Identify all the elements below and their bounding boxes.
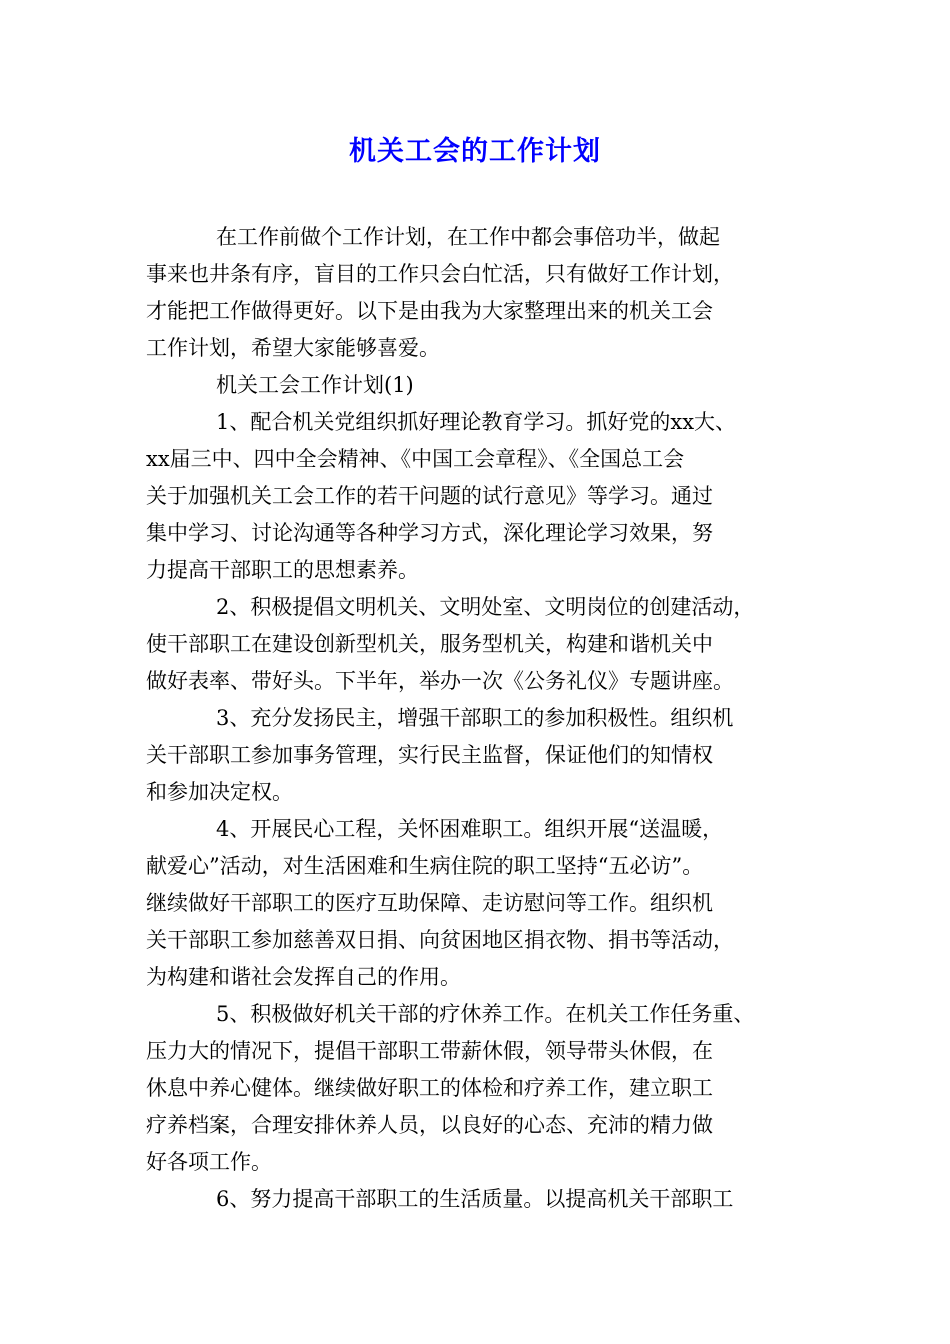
text-line: 力提高干部职工的思想素养。 [146,558,419,582]
paragraph-item-1 [146,404,822,589]
text-line: 关于加强机关工会工作的若干问题的试行意见》等学习。通过 [146,484,713,508]
text-line: 才能把工作做得更好。以下是由我为大家整理出来的机关工会 [146,299,713,323]
text-line: 在工作前做个工作计划，在工作中都会事倍功半，做起 [216,225,720,249]
paragraph-item-3 [146,700,822,811]
text-line: 3、充分发扬民主，增强干部职工的参加积极性。组织机 [216,706,734,730]
text-line: xx届三中、四中全会精神、《中国工会章程》、《全国总工会 [146,447,685,471]
text-line: 机关工会工作计划(1) [216,373,414,397]
text-line: 关干部职工参加慈善双日捐、向贫困地区捐衣物、捐书等活动， [146,928,734,952]
text-line: 好各项工作。 [146,1150,272,1174]
document-body [146,219,822,1218]
text-line: 工作计划，希望大家能够喜爱。 [146,336,440,360]
paragraph-item-5 [146,996,822,1181]
text-line: 献爱心”活动，对生活困难和生病住院的职工坚持“五必访”。 [146,854,704,878]
paragraph-item-6 [146,1181,822,1218]
paragraph-item-2 [146,589,822,700]
text-line: 4、开展民心工程，关怀困难职工。组织开展“送温暖， [216,817,724,841]
text-line: 5、积极做好机关干部的疗休养工作。在机关工作任务重、 [216,1002,755,1026]
text-line: 集中学习、讨论沟通等各种学习方式，深化理论学习效果，努 [146,521,713,545]
text-line: 2、积极提倡文明机关、文明处室、文明岗位的创建活动， [216,595,755,619]
text-line: 和参加决定权。 [146,780,293,804]
text-line: 使干部职工在建设创新型机关，服务型机关，构建和谐机关中 [146,632,713,656]
text-line: 做好表率、带好头。下半年，举办一次《公务礼仪》专题讲座。 [146,669,734,693]
text-line: 事来也井条有序，盲目的工作只会白忙活，只有做好工作计划， [146,262,734,286]
text-line: 疗养档案，合理安排休养人员，以良好的心态、充沛的精力做 [146,1113,713,1137]
text-line: 休息中养心健体。继续做好职工的体检和疗养工作，建立职工 [146,1076,713,1100]
paragraph-intro [146,219,822,367]
document-title: 机关工会的工作计划 [349,136,601,167]
text-line: 为构建和谐社会发挥自己的作用。 [146,965,461,989]
paragraph-item-4 [146,811,822,996]
text-line: 关干部职工参加事务管理，实行民主监督，保证他们的知情权 [146,743,713,767]
text-line: 继续做好干部职工的医疗互助保障、走访慰问等工作。组织机 [146,891,713,915]
text-line: 6、努力提高干部职工的生活质量。以提高机关干部职工 [216,1187,734,1211]
text-line: 1、配合机关党组织抓好理论教育学习。抓好党的xx大、 [216,410,737,434]
section-heading [146,367,822,404]
text-line: 压力大的情况下，提倡干部职工带薪休假，领导带头休假，在 [146,1039,713,1063]
